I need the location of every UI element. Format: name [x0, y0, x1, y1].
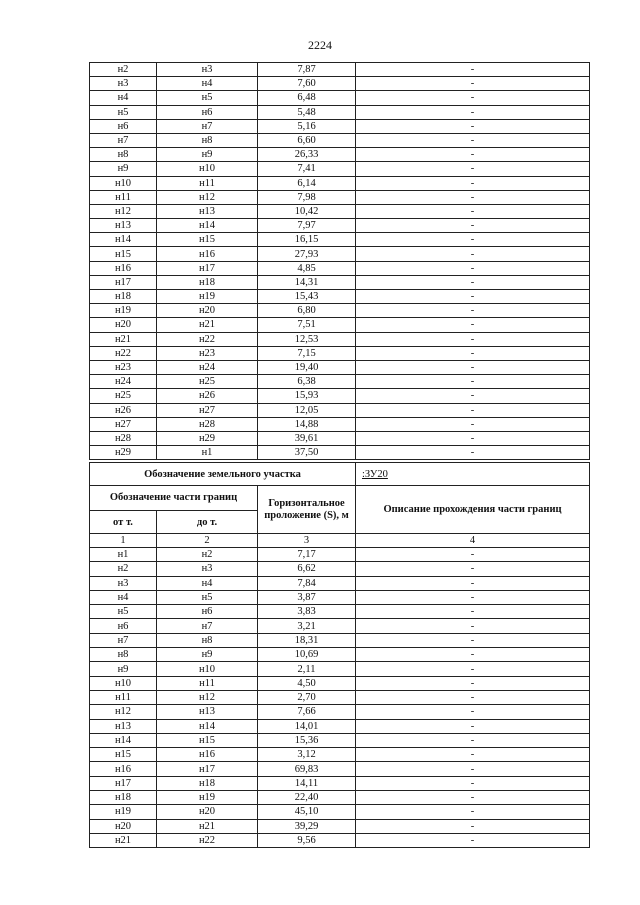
- description-cell: -: [356, 633, 590, 647]
- description-cell: -: [356, 833, 590, 847]
- distance-cell: 39,29: [258, 819, 356, 833]
- description-cell: -: [356, 105, 590, 119]
- description-cell: -: [356, 261, 590, 275]
- distance-cell: 4,85: [258, 261, 356, 275]
- description-cell: -: [356, 332, 590, 346]
- distance-cell: 5,48: [258, 105, 356, 119]
- description-cell: -: [356, 275, 590, 289]
- distance-cell: 26,33: [258, 148, 356, 162]
- from-point-cell: н5: [90, 605, 157, 619]
- from-point-cell: н17: [90, 275, 157, 289]
- description-cell: -: [356, 360, 590, 374]
- table-row: [90, 389, 590, 403]
- distance-cell: 3,83: [258, 605, 356, 619]
- distance-cell: 7,51: [258, 318, 356, 332]
- table-row: [90, 819, 590, 833]
- distance-cell: 6,38: [258, 375, 356, 389]
- to-point-cell: н7: [157, 119, 258, 133]
- table-row: [90, 290, 590, 304]
- table-row: [90, 662, 590, 676]
- description-cell: -: [356, 590, 590, 604]
- distance-cell: 7,98: [258, 190, 356, 204]
- to-point-cell: н19: [157, 290, 258, 304]
- from-point-cell: н3: [90, 77, 157, 91]
- from-point-cell: н9: [90, 662, 157, 676]
- table-row: [90, 77, 590, 91]
- to-point-cell: н16: [157, 748, 258, 762]
- description-cell: -: [356, 619, 590, 633]
- from-point-cell: н11: [90, 190, 157, 204]
- distance-cell: 7,84: [258, 576, 356, 590]
- to-point-cell: н11: [157, 676, 258, 690]
- description-cell: -: [356, 762, 590, 776]
- table-row: [90, 705, 590, 719]
- description-cell: -: [356, 119, 590, 133]
- description-cell: -: [356, 304, 590, 318]
- to-point-cell: н14: [157, 219, 258, 233]
- to-point-cell: н19: [157, 791, 258, 805]
- distance-cell: 6,60: [258, 133, 356, 147]
- table-row: [90, 833, 590, 847]
- description-header: Описание прохождения части границ: [356, 486, 590, 534]
- from-point-cell: н6: [90, 119, 157, 133]
- from-point-cell: н26: [90, 403, 157, 417]
- table-row: [90, 176, 590, 190]
- table-row: [90, 748, 590, 762]
- from-point-cell: н16: [90, 261, 157, 275]
- description-cell: -: [356, 705, 590, 719]
- to-point-cell: н13: [157, 705, 258, 719]
- to-point-cell: н5: [157, 91, 258, 105]
- parcel-boundary-table-body: [90, 463, 590, 848]
- distance-cell: 2,11: [258, 662, 356, 676]
- distance-cell: 3,12: [258, 748, 356, 762]
- to-point-cell: н6: [157, 105, 258, 119]
- from-point-cell: н15: [90, 748, 157, 762]
- table-row: [90, 648, 590, 662]
- from-point-cell: н18: [90, 791, 157, 805]
- table-row: [90, 91, 590, 105]
- from-point-cell: н19: [90, 304, 157, 318]
- description-cell: -: [356, 690, 590, 704]
- from-point-cell: н14: [90, 233, 157, 247]
- page-number: 2224: [308, 38, 332, 52]
- from-point-cell: н25: [90, 389, 157, 403]
- from-point-cell: н8: [90, 148, 157, 162]
- description-cell: -: [356, 204, 590, 218]
- distance-cell: 10,42: [258, 204, 356, 218]
- table-row: [90, 548, 590, 562]
- table-row: [90, 762, 590, 776]
- table-row: [90, 247, 590, 261]
- description-cell: -: [356, 548, 590, 562]
- column-number: 3: [258, 534, 356, 548]
- description-cell: -: [356, 719, 590, 733]
- from-point-cell: н14: [90, 733, 157, 747]
- from-point-cell: н29: [90, 446, 157, 460]
- from-point-cell: н10: [90, 676, 157, 690]
- table-row: [90, 346, 590, 360]
- description-cell: -: [356, 791, 590, 805]
- distance-cell: 37,50: [258, 446, 356, 460]
- table-row: [90, 275, 590, 289]
- to-point-cell: н3: [157, 562, 258, 576]
- from-point-cell: н4: [90, 91, 157, 105]
- distance-cell: 7,17: [258, 548, 356, 562]
- distance-cell: 6,14: [258, 176, 356, 190]
- distance-cell: 14,88: [258, 417, 356, 431]
- distance-cell: 22,40: [258, 791, 356, 805]
- table-row: [90, 304, 590, 318]
- distance-header: Горизонтальное проложение (S), м: [258, 486, 356, 534]
- from-point-cell: н24: [90, 375, 157, 389]
- to-point-cell: н6: [157, 605, 258, 619]
- to-point-cell: н20: [157, 304, 258, 318]
- table-row: [90, 619, 590, 633]
- table-row: [90, 805, 590, 819]
- table-row: [90, 403, 590, 417]
- distance-cell: 5,16: [258, 119, 356, 133]
- parcel-boundary-table: [89, 462, 590, 848]
- table-row: [90, 204, 590, 218]
- distance-cell: 16,15: [258, 233, 356, 247]
- distance-cell: 14,31: [258, 275, 356, 289]
- table-row: [90, 162, 590, 176]
- from-point-cell: н21: [90, 833, 157, 847]
- table-row: [90, 417, 590, 431]
- from-point-cell: н20: [90, 318, 157, 332]
- to-point-cell: н18: [157, 776, 258, 790]
- distance-cell: 3,21: [258, 619, 356, 633]
- column-number: 4: [356, 534, 590, 548]
- distance-cell: 4,50: [258, 676, 356, 690]
- table-row: [90, 690, 590, 704]
- distance-cell: 2,70: [258, 690, 356, 704]
- to-point-cell: н23: [157, 346, 258, 360]
- description-cell: -: [356, 662, 590, 676]
- to-point-cell: н4: [157, 576, 258, 590]
- distance-cell: 15,36: [258, 733, 356, 747]
- description-cell: -: [356, 219, 590, 233]
- distance-cell: 39,61: [258, 431, 356, 445]
- from-point-cell: н17: [90, 776, 157, 790]
- to-point-cell: н15: [157, 733, 258, 747]
- description-cell: -: [356, 562, 590, 576]
- distance-cell: 14,11: [258, 776, 356, 790]
- distance-cell: 9,56: [258, 833, 356, 847]
- from-point-cell: н8: [90, 648, 157, 662]
- to-point-cell: н22: [157, 833, 258, 847]
- table-row: [90, 776, 590, 790]
- to-point-cell: н4: [157, 77, 258, 91]
- distance-cell: 27,93: [258, 247, 356, 261]
- description-cell: -: [356, 190, 590, 204]
- description-cell: -: [356, 417, 590, 431]
- description-cell: -: [356, 748, 590, 762]
- to-point-cell: н22: [157, 332, 258, 346]
- from-point-cell: н5: [90, 105, 157, 119]
- description-cell: -: [356, 375, 590, 389]
- table-row: [90, 119, 590, 133]
- boundary-table-body: [90, 63, 590, 460]
- from-point-cell: н18: [90, 290, 157, 304]
- from-point-cell: н1: [90, 548, 157, 562]
- description-cell: -: [356, 446, 590, 460]
- from-point-cell: н9: [90, 162, 157, 176]
- description-cell: -: [356, 233, 590, 247]
- description-cell: -: [356, 605, 590, 619]
- from-point-cell: н19: [90, 805, 157, 819]
- description-cell: -: [356, 247, 590, 261]
- table-row: [90, 233, 590, 247]
- from-point-cell: н21: [90, 332, 157, 346]
- table-row: [90, 332, 590, 346]
- table-row: [90, 791, 590, 805]
- distance-cell: 7,97: [258, 219, 356, 233]
- from-point-cell: н11: [90, 690, 157, 704]
- to-point-cell: н14: [157, 719, 258, 733]
- table-row: [90, 375, 590, 389]
- description-cell: -: [356, 162, 590, 176]
- table-row: [90, 133, 590, 147]
- to-point-cell: н9: [157, 648, 258, 662]
- table-row: [90, 261, 590, 275]
- from-point-cell: н4: [90, 590, 157, 604]
- description-cell: -: [356, 431, 590, 445]
- table-row: [90, 576, 590, 590]
- distance-cell: 7,66: [258, 705, 356, 719]
- distance-cell: 69,83: [258, 762, 356, 776]
- from-point-cell: н16: [90, 762, 157, 776]
- to-point-cell: н15: [157, 233, 258, 247]
- to-point-cell: н16: [157, 247, 258, 261]
- to-point-cell: н5: [157, 590, 258, 604]
- description-cell: -: [356, 346, 590, 360]
- from-point-cell: н10: [90, 176, 157, 190]
- table-row: [90, 633, 590, 647]
- to-point-cell: н10: [157, 662, 258, 676]
- distance-cell: 12,05: [258, 403, 356, 417]
- table-row: [90, 562, 590, 576]
- from-point-cell: н20: [90, 819, 157, 833]
- from-point-cell: н28: [90, 431, 157, 445]
- from-point-cell: н7: [90, 633, 157, 647]
- to-point-cell: н9: [157, 148, 258, 162]
- parcel-title-row: [90, 463, 590, 486]
- table-row: [90, 676, 590, 690]
- to-point-cell: н1: [157, 446, 258, 460]
- description-cell: -: [356, 776, 590, 790]
- from-point-header: от т.: [90, 511, 157, 534]
- distance-cell: 15,93: [258, 389, 356, 403]
- table-row: [90, 605, 590, 619]
- from-point-cell: н27: [90, 417, 157, 431]
- column-number-row: [90, 534, 590, 548]
- from-point-cell: н15: [90, 247, 157, 261]
- to-point-cell: н2: [157, 548, 258, 562]
- from-point-cell: н13: [90, 219, 157, 233]
- from-point-cell: н3: [90, 576, 157, 590]
- to-point-cell: н27: [157, 403, 258, 417]
- distance-cell: 6,62: [258, 562, 356, 576]
- distance-cell: 7,87: [258, 63, 356, 77]
- distance-cell: 15,43: [258, 290, 356, 304]
- to-point-cell: н12: [157, 190, 258, 204]
- description-cell: -: [356, 63, 590, 77]
- distance-cell: 10,69: [258, 648, 356, 662]
- description-cell: -: [356, 819, 590, 833]
- table-row: [90, 148, 590, 162]
- parcel-title-label: Обозначение земельного участка: [90, 463, 356, 486]
- boundary-table-continued: [89, 62, 590, 460]
- distance-cell: 7,15: [258, 346, 356, 360]
- distance-cell: 6,80: [258, 304, 356, 318]
- table-row: [90, 590, 590, 604]
- description-cell: -: [356, 648, 590, 662]
- to-point-cell: н8: [157, 633, 258, 647]
- table-row: [90, 105, 590, 119]
- to-point-cell: н12: [157, 690, 258, 704]
- distance-cell: 45,10: [258, 805, 356, 819]
- from-point-cell: н13: [90, 719, 157, 733]
- from-point-cell: н23: [90, 360, 157, 374]
- table-row: [90, 318, 590, 332]
- distance-cell: 18,31: [258, 633, 356, 647]
- description-cell: -: [356, 403, 590, 417]
- description-cell: -: [356, 389, 590, 403]
- distance-cell: 19,40: [258, 360, 356, 374]
- table-row: [90, 719, 590, 733]
- to-point-cell: н10: [157, 162, 258, 176]
- column-number: 2: [157, 534, 258, 548]
- from-point-cell: н7: [90, 133, 157, 147]
- column-number: 1: [90, 534, 157, 548]
- to-point-cell: н20: [157, 805, 258, 819]
- to-point-cell: н11: [157, 176, 258, 190]
- description-cell: -: [356, 133, 590, 147]
- to-point-cell: н17: [157, 762, 258, 776]
- parcel-id: :ЗУ20: [356, 463, 590, 486]
- header-row-1: [90, 486, 590, 511]
- distance-cell: 12,53: [258, 332, 356, 346]
- to-point-cell: н24: [157, 360, 258, 374]
- from-point-cell: н2: [90, 562, 157, 576]
- table-row: [90, 431, 590, 445]
- distance-cell: 3,87: [258, 590, 356, 604]
- description-cell: -: [356, 77, 590, 91]
- to-point-cell: н18: [157, 275, 258, 289]
- to-point-cell: н7: [157, 619, 258, 633]
- description-cell: -: [356, 91, 590, 105]
- description-cell: -: [356, 290, 590, 304]
- to-point-cell: н8: [157, 133, 258, 147]
- to-point-cell: н21: [157, 819, 258, 833]
- distance-cell: 7,60: [258, 77, 356, 91]
- distance-cell: 6,48: [258, 91, 356, 105]
- to-point-cell: н3: [157, 63, 258, 77]
- from-point-cell: н12: [90, 204, 157, 218]
- to-point-cell: н25: [157, 375, 258, 389]
- part-of-boundary-header: Обозначение части границ: [90, 486, 258, 511]
- from-point-cell: н12: [90, 705, 157, 719]
- to-point-cell: н13: [157, 204, 258, 218]
- description-cell: -: [356, 576, 590, 590]
- description-cell: -: [356, 805, 590, 819]
- description-cell: -: [356, 148, 590, 162]
- from-point-cell: н6: [90, 619, 157, 633]
- from-point-cell: н2: [90, 63, 157, 77]
- table-row: [90, 446, 590, 460]
- distance-cell: 7,41: [258, 162, 356, 176]
- table-row: [90, 219, 590, 233]
- table-row: [90, 190, 590, 204]
- from-point-cell: н22: [90, 346, 157, 360]
- to-point-header: до т.: [157, 511, 258, 534]
- description-cell: -: [356, 676, 590, 690]
- to-point-cell: н21: [157, 318, 258, 332]
- description-cell: -: [356, 318, 590, 332]
- to-point-cell: н17: [157, 261, 258, 275]
- to-point-cell: н26: [157, 389, 258, 403]
- distance-cell: 14,01: [258, 719, 356, 733]
- table-row: [90, 360, 590, 374]
- table-row: [90, 63, 590, 77]
- description-cell: -: [356, 733, 590, 747]
- table-row: [90, 733, 590, 747]
- to-point-cell: н29: [157, 431, 258, 445]
- to-point-cell: н28: [157, 417, 258, 431]
- description-cell: -: [356, 176, 590, 190]
